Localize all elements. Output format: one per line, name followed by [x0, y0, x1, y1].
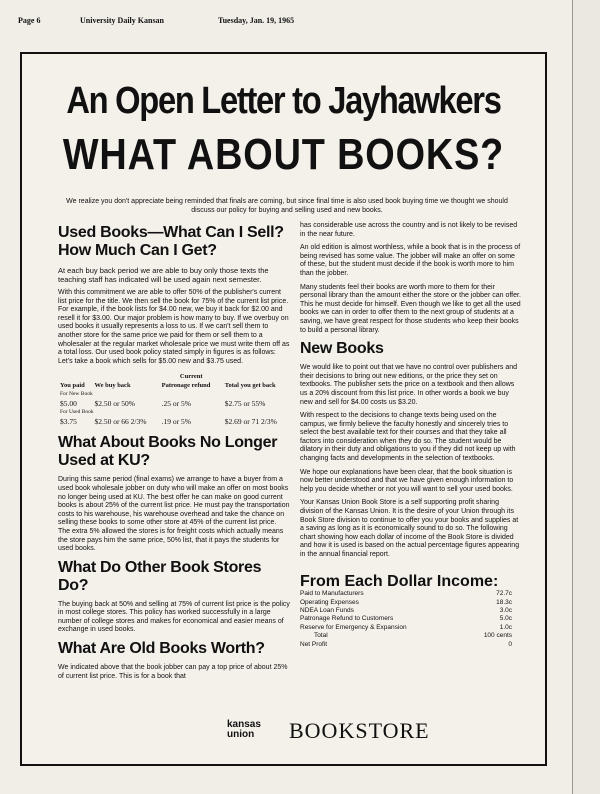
income-value: 72.7c	[496, 590, 512, 598]
bookstore-logo	[227, 718, 517, 744]
income-label: Paid to Manufacturers	[300, 590, 364, 598]
new-books-p4: Your Kansas Union Book Store is a self supporting profit sharing division of the Kansas Union. It is the desire of your Union through its Book Store division to continue to offer you your books and supplies at a saving as long as it is economically sound to do so. The following chart showing how each dollar of income of the Book Store is divided and how it is used is based on the actual percentage figures appearing in the annual financial report.	[300, 499, 520, 558]
income-label: Patronage Refund to Customers	[300, 615, 394, 623]
table-row	[300, 641, 512, 649]
price-table	[58, 372, 290, 426]
income-label: Reserve for Emergency & Expansion	[300, 623, 407, 631]
price-cell: $2.50 or 50%	[94, 399, 136, 409]
personal-library-p: Many students feel their books are worth more to them for their personal library than the amount either the store or the jobber can offer. This he must decide for himself. Even though we like to get all the used books we can in order to offer them to the next group of students at a saving, we have great respect for those students who keep their books to build a personal library.	[300, 283, 521, 334]
new-books-heading: New Books	[300, 340, 384, 358]
no-longer-used-p1: During this same period (final exams) we arrange to have a buyer from a used book wholesale jobber on duty who will make an offer on most books no longer being used at KU. The best offer he can make on good current books is about 25% of the current list price. He must pay the transportation costs to his warehouse, his warehouse overhead and take the chance on selling these books to some other store at 45% of the current list price. The extra 5% allowed the stores is for freight costs which actually means the store pays him the same price, 50% list, that it pays the students for used books.	[58, 476, 290, 553]
bookstore-advertisement	[20, 52, 547, 766]
page-header	[18, 16, 548, 30]
old-books-heading: What Are Old Books Worth?	[58, 640, 265, 658]
table-row	[300, 607, 512, 615]
price-cell: $2.75 or 55%	[224, 399, 266, 409]
page-number: Page 6	[18, 16, 41, 25]
logo-union: union	[227, 729, 255, 740]
old-books-continued: has considerable use across the country and is not likely to be revised in the near future.	[300, 222, 518, 238]
price-used-label: For Used Book	[60, 409, 94, 416]
income-table	[300, 590, 512, 649]
used-books-p1: At each buy back period we are able to buy only those texts the teaching staff has indicated will be used again next semester.	[58, 266, 269, 284]
income-label: Total	[314, 632, 328, 640]
old-books-p1: We indicated above that the book jobber can pay a top price of about 25% of current list price. This is for a book that	[58, 664, 288, 680]
new-books-p1: We would like to point out that we have no control over publishers and their decisions to bring out new editions, or the price they set on textbooks. The publisher sets the price on a textbook and then allows us a 20% discount from this list price. In other words a book we buy new and sell for $4.00 costs us $3.20.	[300, 364, 517, 406]
price-header-paid: You paid	[60, 382, 85, 390]
income-heading: From Each Dollar Income:	[300, 572, 499, 590]
income-label: NDEA Loan Funds	[300, 607, 354, 614]
income-value: 0	[508, 640, 512, 648]
table-row	[300, 615, 512, 623]
other-stores-p1: The buying back at 50% and selling at 75% of current list price is the policy in most college stores. This policy has worked successfully in a large number of college stores and makes for economical and easier means of exchange in used books.	[58, 600, 290, 634]
new-books-p3: We hope our explanations have been clear, that the book situation is now better understood and that we have given enough information to help you decide whether or not you will want to sell your used books.	[300, 468, 514, 493]
used-books-p2: With this commitment we are able to offer 50% of the publisher's current list price for the title. We then sell the book for 75% of the current list price. For example, if the book lists for $4.00 new, we buy it back for $2.00 and resell it for $3.00. Our major problem is how many to buy. If we overbuy on used books it usually represents a loss to us. If we can't sell them to another store for the same price we paid for them or sell them to a wholesaler at the regular market wholesale price we must write them off as a total loss. Our used book policy stated simply in figures is as follows: Let's take a book which sells for $5.00 new and $3.75 used.	[58, 289, 290, 365]
logo-bookstore: BOOKSTORE	[289, 718, 430, 743]
price-header-refund: Patronage refund	[161, 382, 211, 390]
price-new-label: For New Book	[60, 391, 93, 398]
new-books-p2: With respect to the decisions to change texts being used on the campus, we firmly believe the faculty honestly and sincerely tries to select the best available text for their courses and that they take all factors into consideration when they do so. The student would be dilatory in their duty and obligations to you if they did not keep up with changing facts and developments in the selection of textbooks.	[300, 412, 516, 463]
right-column	[300, 222, 522, 649]
price-table-current: Current	[179, 373, 203, 381]
ad-title-line2: WHAT ABOUT BOOKS?	[62, 130, 505, 179]
logo-kansas: kansas	[227, 719, 261, 730]
paper-name: University Daily Kansan	[80, 16, 165, 25]
price-cell: $5.00	[60, 399, 77, 409]
income-value: 3.0c	[499, 607, 512, 614]
price-cell: .19 or 5%	[161, 417, 192, 427]
income-value: 5.0c	[499, 615, 512, 623]
adjacent-page-edge	[572, 0, 600, 794]
price-cell: $2.50 or 66 2/3%	[94, 417, 147, 427]
table-row	[300, 599, 512, 607]
price-cell: .25 or 5%	[161, 399, 192, 409]
ad-title-line1: An Open Letter to Jayhawkers	[66, 80, 501, 122]
no-longer-used-heading: What About Books No Longer Used at KU?	[58, 434, 278, 470]
price-cell: $2.69 or 71 2/3%	[224, 417, 277, 427]
table-row	[300, 632, 512, 640]
income-value: 100 cents	[483, 632, 512, 640]
ad-intro: We realize you don't appreciate being reminded that finals are coming, but since final time is also used book buying time we thought we should discuss our policy for buying and selling used and new books.	[66, 198, 508, 214]
old-edition-p: An old edition is almost worthless, while a book that is in the process of being revised has some value. The jobber will make an offer on some of these, but the student must decide if the book is worth more to him than the jobber.	[300, 244, 521, 277]
price-cell: $3.75	[60, 417, 77, 427]
table-row	[58, 399, 290, 408]
used-books-heading: Used Books—What Can I Sell? How Much Can I Get?	[58, 224, 284, 259]
price-header-total: Total you get back	[224, 382, 276, 390]
income-label: Net Profit	[300, 640, 328, 648]
table-row	[300, 624, 512, 632]
income-value: 18.3c	[496, 598, 512, 606]
issue-date: Tuesday, Jan. 19, 1965	[218, 16, 295, 25]
table-row	[300, 590, 512, 598]
income-value: 1.0c	[499, 623, 512, 631]
income-label: Operating Expenses	[300, 598, 359, 606]
left-column	[58, 222, 290, 686]
price-header-buyback: We buy back	[94, 382, 131, 390]
table-row	[58, 417, 290, 426]
other-stores-heading: What Do Other Book Stores Do?	[58, 558, 262, 594]
